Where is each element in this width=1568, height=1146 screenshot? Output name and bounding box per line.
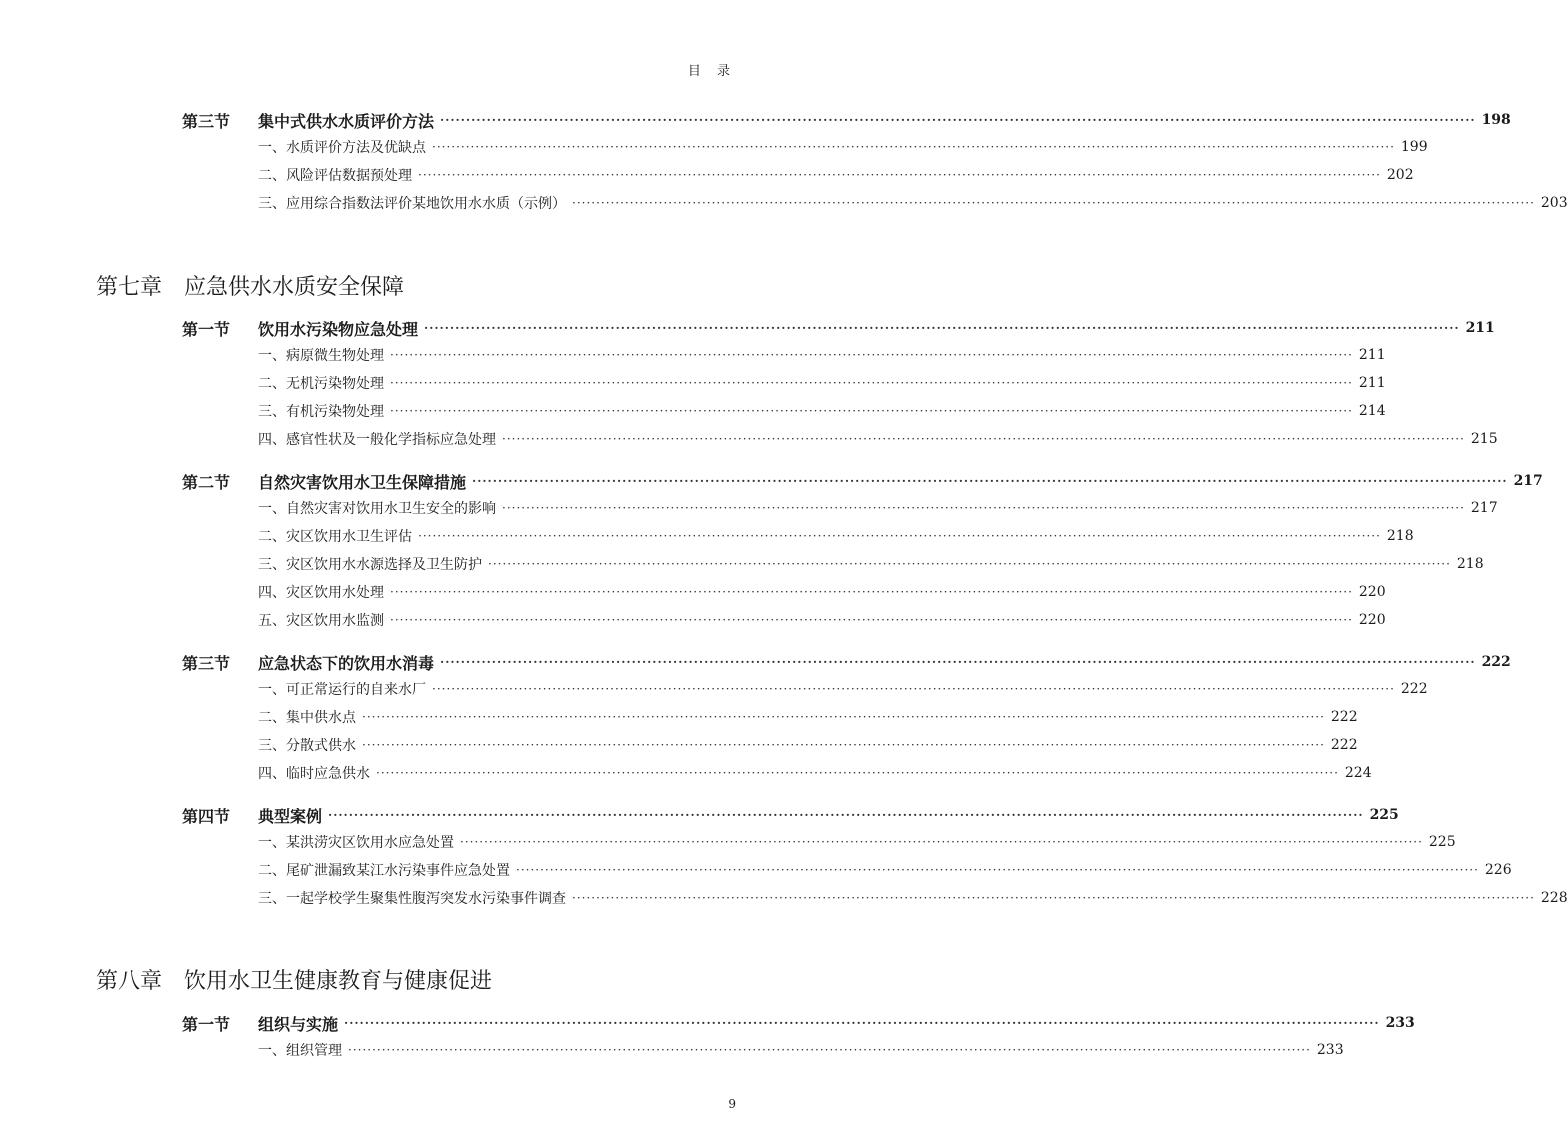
dot-leader: ········································································································································································································ (418, 529, 1381, 543)
entry-label (182, 317, 418, 340)
entry-title: 三、灾区饮用水水源选择及卫生防护 (258, 557, 482, 573)
entry-page-number: 202 (1386, 167, 1414, 183)
entry-title: 四、感官性状及一般化学指标应急处理 (258, 432, 496, 448)
entry-label (258, 610, 384, 630)
dot-leader: ········································································································································································································ (460, 835, 1423, 849)
toc-subsection-entry[interactable] (258, 734, 1358, 756)
entry-page-number: 222 (1400, 681, 1428, 697)
dot-leader: ········································································································································································································ (344, 1016, 1380, 1030)
toc-subsection-entry[interactable] (258, 609, 1386, 631)
entry-page-number: 218 (1386, 528, 1414, 544)
toc-section-entry[interactable] (182, 108, 1511, 132)
toc-subsection-entry[interactable] (258, 581, 1386, 603)
dot-leader: ········································································································································································································ (502, 501, 1465, 515)
toc-subsection-entry[interactable] (258, 136, 1428, 158)
section-number: 第二节 (182, 472, 231, 492)
dot-leader: ········································································································································································································ (376, 766, 1339, 780)
entry-page-number: 220 (1358, 612, 1386, 628)
entry-page-number: 203 (1540, 195, 1568, 211)
entry-page-number: 233 (1385, 1015, 1415, 1031)
entry-page-number: 211 (1358, 375, 1386, 391)
toc-subsection-entry[interactable] (258, 344, 1386, 366)
entry-page-number: 226 (1484, 862, 1512, 878)
dot-leader: ········································································································································································································ (488, 557, 1451, 571)
dot-leader: ········································································································································································································ (424, 321, 1460, 335)
dot-leader: ········································································································································································································ (572, 196, 1535, 210)
entry-title: 四、灾区饮用水处理 (258, 585, 384, 601)
entry-label (258, 735, 356, 755)
dot-leader: ········································································································································································································ (328, 808, 1364, 822)
entry-page-number: 198 (1481, 112, 1511, 128)
entry-page-number: 225 (1369, 807, 1399, 823)
section-number: 第四节 (182, 806, 231, 826)
dot-leader: ········································································································································································································ (418, 168, 1381, 182)
toc-section-entry[interactable] (182, 803, 1399, 827)
dot-leader: ········································································································································································································ (390, 348, 1353, 362)
dot-leader: ········································································································································································································ (502, 432, 1465, 446)
page-number: 9 (728, 1097, 736, 1111)
dot-leader: ········································································································································································································ (516, 863, 1479, 877)
chapter-number: 第七章 (96, 275, 163, 300)
entry-title: 二、尾矿泄漏致某江水污染事件应急处置 (258, 863, 510, 879)
entry-page-number: 217 (1513, 473, 1543, 489)
running-header: 目 录 (687, 64, 736, 79)
toc-subsection-entry[interactable] (258, 678, 1428, 700)
entry-title: 二、无机污染物处理 (258, 376, 384, 392)
entry-page-number: 228 (1540, 890, 1568, 906)
dot-leader: ········································································································································································································ (432, 140, 1395, 154)
entry-title: 集中式供水水质评价方法 (258, 111, 435, 131)
entry-title: 一、组织管理 (258, 1043, 342, 1059)
entry-title: 二、集中供水点 (258, 710, 356, 726)
entry-label (258, 345, 384, 365)
entry-page-number: 220 (1358, 584, 1386, 600)
entry-title: 二、灾区饮用水卫生评估 (258, 529, 412, 545)
section-number: 第一节 (182, 1014, 231, 1034)
toc-subsection-entry[interactable] (258, 164, 1414, 186)
toc-subsection-entry[interactable] (258, 1039, 1344, 1061)
dot-leader: ········································································································································································································ (390, 376, 1353, 390)
dot-leader: ········································································································································································································ (390, 585, 1353, 599)
toc-section-entry[interactable] (182, 1011, 1415, 1035)
entry-label (258, 193, 566, 213)
dot-leader: ········································································································································································································ (362, 738, 1325, 752)
dot-leader: ········································································································································································································ (440, 655, 1476, 669)
toc-subsection-entry[interactable] (258, 372, 1386, 394)
entry-label (182, 804, 322, 827)
toc-subsection-entry[interactable] (258, 497, 1498, 519)
entry-page-number: 199 (1400, 139, 1428, 155)
entry-label (182, 1012, 338, 1035)
entry-title: 三、分散式供水 (258, 738, 356, 754)
entry-title: 一、自然灾害对饮用水卫生安全的影响 (258, 501, 496, 517)
entry-title: 一、病原微生物处理 (258, 348, 384, 364)
entry-label (182, 109, 434, 132)
entry-label (258, 429, 496, 449)
dot-leader: ········································································································································································································ (348, 1043, 1311, 1057)
dot-leader: ········································································································································································································ (390, 404, 1353, 418)
entry-page-number: 225 (1428, 834, 1456, 850)
entry-label (258, 707, 356, 727)
entry-page-number: 222 (1330, 709, 1358, 725)
dot-leader: ········································································································································································································ (432, 682, 1395, 696)
entry-page-number: 233 (1316, 1042, 1344, 1058)
toc-subsection-entry[interactable] (258, 762, 1372, 784)
section-number: 第三节 (182, 653, 231, 673)
entry-label (258, 888, 566, 908)
entry-title: 一、某洪涝灾区饮用水应急处置 (258, 835, 454, 851)
entry-title: 一、水质评价方法及优缺点 (258, 140, 426, 156)
toc-subsection-entry[interactable] (258, 553, 1484, 575)
entry-label (258, 1040, 342, 1060)
entry-title: 三、应用综合指数法评价某地饮用水水质（示例） (258, 196, 566, 212)
toc-section-entry[interactable] (182, 469, 1543, 493)
entry-label (258, 498, 496, 518)
dot-leader: ········································································································································································································ (440, 113, 1476, 127)
toc-subsection-entry[interactable] (258, 428, 1498, 450)
toc-subsection-entry[interactable] (258, 859, 1512, 881)
toc-subsection-entry[interactable] (258, 400, 1386, 422)
entry-page-number: 224 (1344, 765, 1372, 781)
entry-label (258, 137, 426, 157)
entry-label (258, 401, 384, 421)
chapter-title: 应急供水水质安全保障 (184, 275, 405, 300)
toc-subsection-entry[interactable] (258, 706, 1358, 728)
toc-subsection-entry[interactable] (258, 192, 1568, 214)
entry-title: 二、风险评估数据预处理 (258, 168, 412, 184)
entry-title: 自然灾害饮用水卫生保障措施 (258, 472, 467, 492)
entry-label (258, 832, 454, 852)
chapter-heading (96, 964, 492, 995)
entry-label (258, 679, 426, 699)
toc-subsection-entry[interactable] (258, 887, 1568, 909)
entry-label (258, 526, 412, 546)
entry-label (258, 373, 384, 393)
section-number: 第三节 (182, 111, 231, 131)
entry-label (258, 165, 412, 185)
entry-label (258, 554, 482, 574)
entry-page-number: 222 (1481, 654, 1511, 670)
toc-section-entry[interactable] (182, 316, 1495, 340)
entry-title: 三、有机污染物处理 (258, 404, 384, 420)
chapter-title: 饮用水卫生健康教育与健康促进 (184, 969, 493, 994)
section-number: 第一节 (182, 319, 231, 339)
entry-label (258, 763, 370, 783)
toc-subsection-entry[interactable] (258, 831, 1456, 853)
entry-title: 四、临时应急供水 (258, 766, 370, 782)
entry-title: 应急状态下的饮用水消毒 (258, 653, 435, 673)
toc-subsection-entry[interactable] (258, 525, 1414, 547)
dot-leader: ········································································································································································································ (390, 613, 1353, 627)
dot-leader: ········································································································································································································ (572, 891, 1535, 905)
entry-page-number: 215 (1470, 431, 1498, 447)
entry-label (258, 860, 510, 880)
chapter-heading (96, 270, 404, 301)
entry-title: 一、可正常运行的自来水厂 (258, 682, 426, 698)
entry-page-number: 211 (1358, 347, 1386, 363)
entry-title: 典型案例 (258, 806, 323, 826)
entry-page-number: 214 (1358, 403, 1386, 419)
entry-page-number: 211 (1465, 320, 1495, 336)
entry-label (182, 651, 434, 674)
entry-title: 组织与实施 (258, 1014, 339, 1034)
entry-page-number: 222 (1330, 737, 1358, 753)
entry-page-number: 217 (1470, 500, 1498, 516)
dot-leader: ········································································································································································································ (362, 710, 1325, 724)
entry-label (258, 582, 384, 602)
entry-title: 三、一起学校学生聚集性腹泻突发水污染事件调查 (258, 891, 566, 907)
chapter-number: 第八章 (96, 969, 163, 994)
entry-page-number: 218 (1456, 556, 1484, 572)
entry-title: 饮用水污染物应急处理 (258, 319, 419, 339)
dot-leader: ········································································································································································································ (472, 474, 1508, 488)
entry-title: 五、灾区饮用水监测 (258, 613, 384, 629)
entry-label (182, 470, 466, 493)
toc-section-entry[interactable] (182, 650, 1511, 674)
